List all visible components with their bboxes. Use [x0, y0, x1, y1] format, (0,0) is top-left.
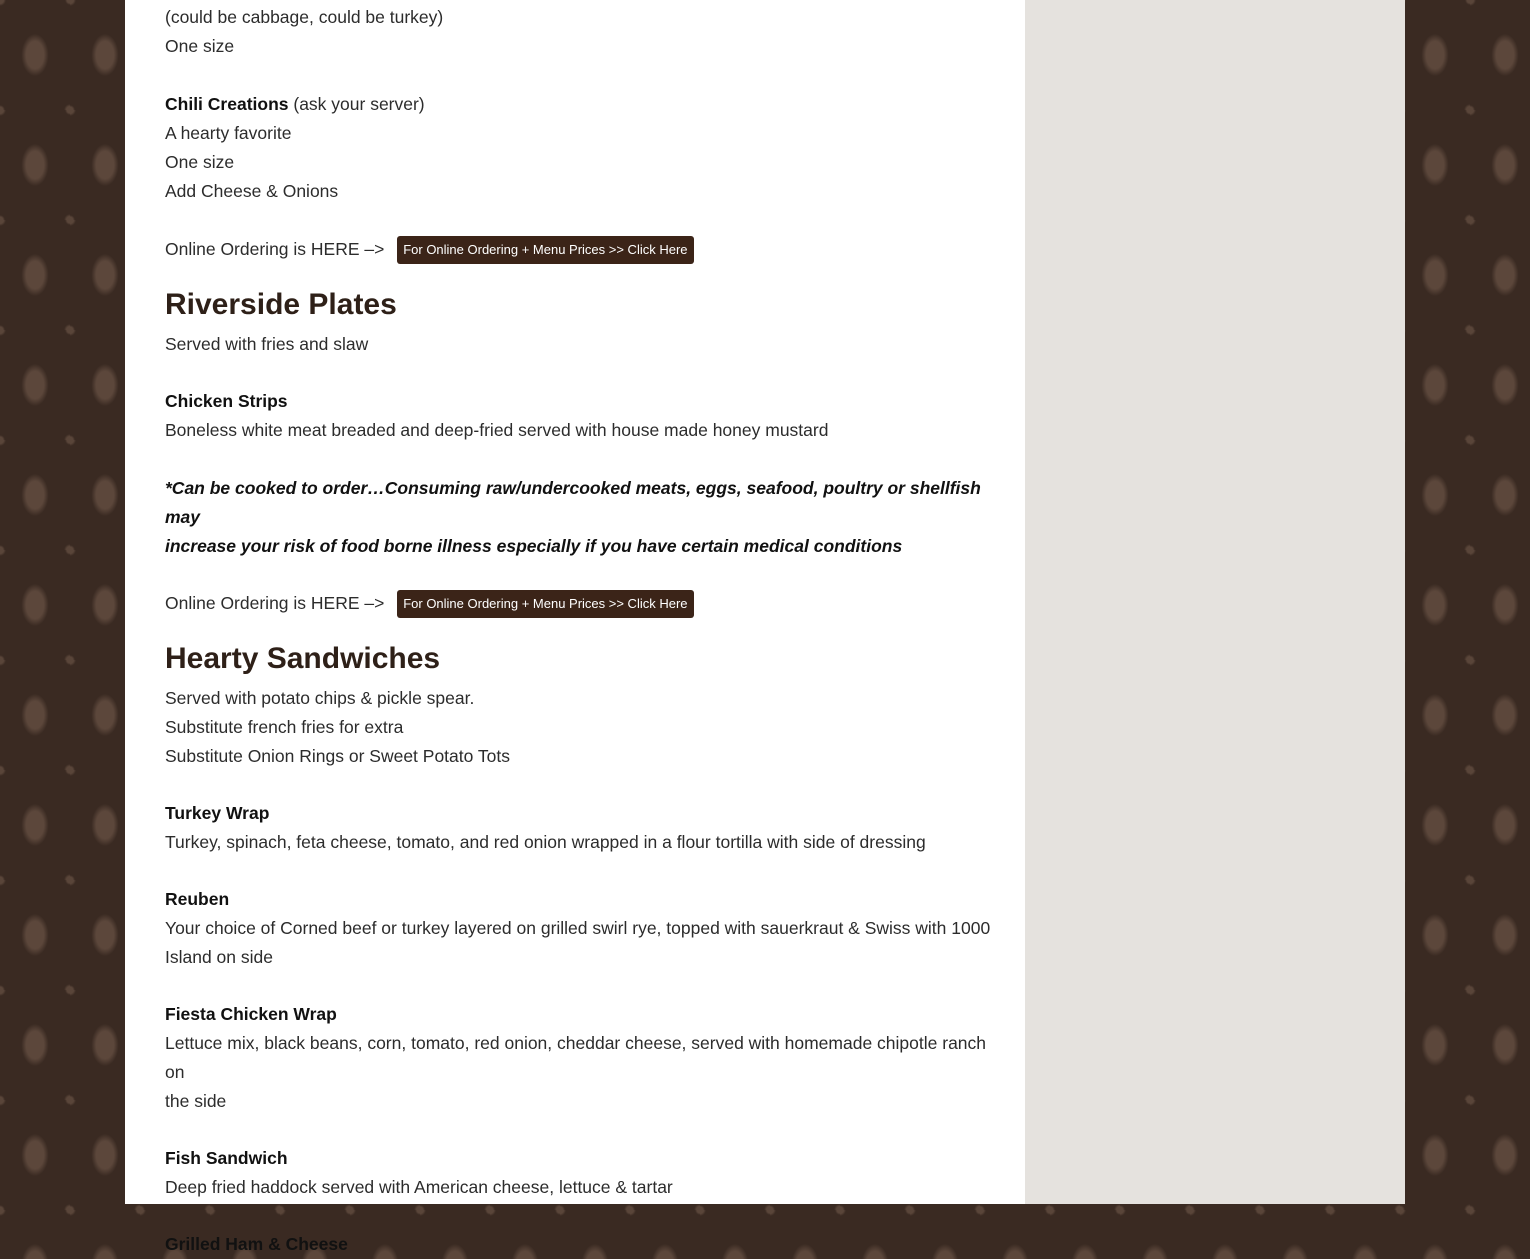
menu-item-chili [165, 90, 995, 206]
menu-item-grilled-ham-cheese [165, 1230, 995, 1259]
menu-item-description: Turkey, spinach, feta cheese, tomato, and red onion wrapped in a flour tortilla with side of dressing [165, 832, 926, 852]
menu-item-title: Grilled Ham & Cheese [165, 1234, 348, 1254]
online-ordering-label: Online Ordering is HERE –> [165, 593, 390, 613]
menu-item-size: One size [165, 152, 235, 172]
section-note: Substitute french fries for extra [165, 717, 404, 737]
menu-item-description: Lettuce mix, black beans, corn, tomato, red onion, cheddar cheese, served with homemade chipotle ranch on [165, 1033, 987, 1082]
section-subtitle: Served with fries and slaw [165, 334, 369, 354]
menu-item-title: Fish Sandwich [165, 1148, 288, 1168]
sidebar [1025, 0, 1405, 1204]
menu-item-description: Island on side [165, 947, 273, 967]
section-heading-riverside-plates: Riverside Plates [165, 288, 397, 321]
page [125, 0, 1405, 1254]
menu-item-partial [165, 3, 995, 61]
menu-item-title: Reuben [165, 889, 230, 909]
section-note: Served with potato chips & pickle spear. [165, 688, 475, 708]
menu-item-addon: Add Cheese & Onions [165, 181, 339, 201]
online-ordering-row [165, 235, 995, 264]
menu-item-fiesta-chicken-wrap [165, 1000, 995, 1116]
section-notes [165, 684, 995, 771]
menu-content [165, 0, 995, 1259]
menu-item-description: Deep fried haddock served with American cheese, lettuce & tartar [165, 1177, 673, 1197]
menu-item-title: Chili Creations [165, 94, 289, 114]
section-heading-hearty-sandwiches: Hearty Sandwiches [165, 642, 441, 675]
main-content-column [125, 0, 1025, 1254]
menu-item-description: Your choice of Corned beef or turkey layered on grilled swirl rye, topped with sauerkraut & Swiss with 1000 [165, 918, 991, 938]
menu-item-description: A hearty favorite [165, 123, 292, 143]
online-ordering-row [165, 589, 995, 618]
menu-item-size: One size [165, 36, 235, 56]
menu-item-description: (could be cabbage, could be turkey) [165, 7, 444, 27]
online-ordering-button[interactable]: For Online Ordering + Menu Prices >> Click Here [397, 236, 693, 264]
menu-item-fish-sandwich [165, 1144, 995, 1202]
online-ordering-label: Online Ordering is HERE –> [165, 239, 390, 259]
menu-item-title: Chicken Strips [165, 391, 288, 411]
menu-item-title: Turkey Wrap [165, 803, 270, 823]
menu-item-note: (ask your server) [288, 94, 425, 114]
menu-item-description: the side [165, 1091, 227, 1111]
online-ordering-button[interactable]: For Online Ordering + Menu Prices >> Click Here [397, 590, 693, 618]
menu-item-title: Fiesta Chicken Wrap [165, 1004, 337, 1024]
section-note: Substitute Onion Rings or Sweet Potato Tots [165, 746, 511, 766]
menu-item-turkey-wrap [165, 799, 995, 857]
menu-item-chicken-strips [165, 387, 995, 445]
menu-item-reuben [165, 885, 995, 972]
menu-item-description: Boneless white meat breaded and deep-fried served with house made honey mustard [165, 420, 829, 440]
food-safety-disclaimer: *Can be cooked to order…Consuming raw/undercooked meats, eggs, seafood, poultry or shellfish may increase your risk of food borne illness especially if you have certain medical conditions [165, 478, 981, 556]
